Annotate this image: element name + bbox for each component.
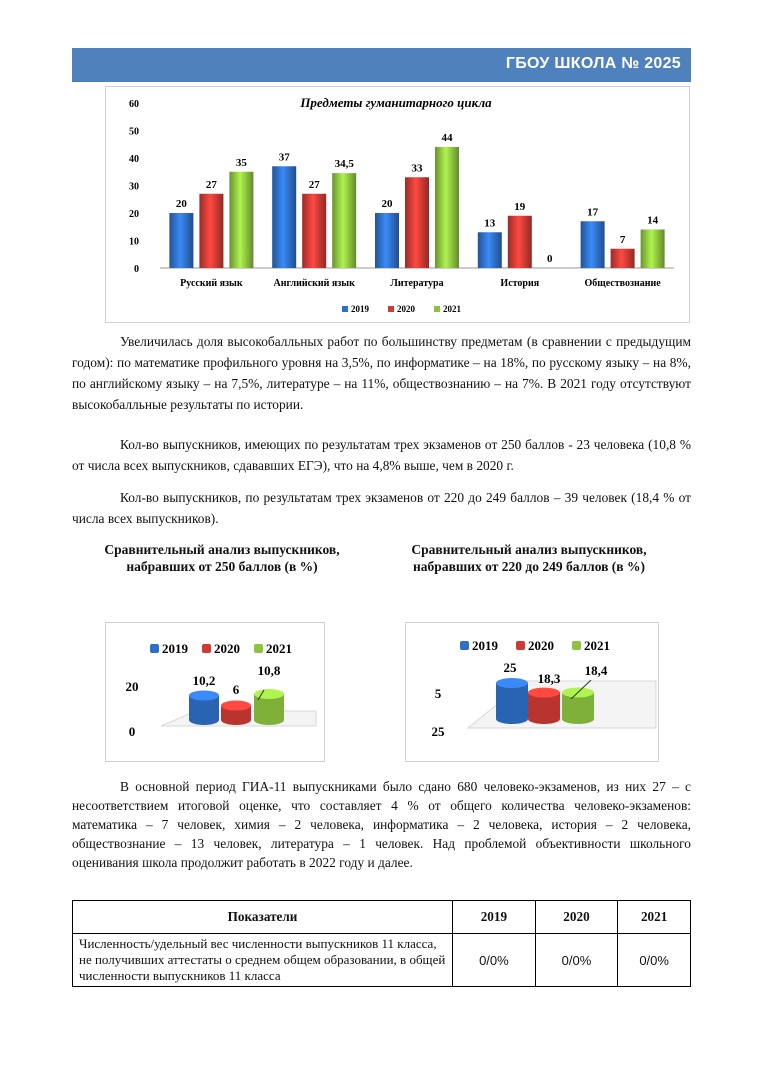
bar-value-label: 35 [235, 156, 247, 169]
table-cell-2019: 0/0% [453, 934, 536, 987]
paragraph-220-249-points-text: Кол-во выпускников, по результатам трех экзаменов от 220 до 249 баллов – 39 человек (18,4 % от числа всех выпускников). [72, 490, 691, 526]
paragraph-high-scores [72, 331, 691, 415]
bar-2020 [302, 194, 326, 268]
legend-swatch-2021 [254, 644, 263, 653]
paragraph-gia [72, 777, 691, 872]
cylinder-body-2019 [496, 683, 528, 724]
bar-value-label: 34,5 [334, 158, 354, 171]
legend-swatch-2020 [202, 644, 211, 653]
bar-value-label: 6 [232, 682, 240, 697]
bar-value-label: 20 [381, 198, 393, 210]
legend-label-2019: 2019 [472, 638, 498, 653]
y-tick-label: 20 [129, 209, 139, 220]
bar-2020 [199, 194, 223, 268]
bar-2019 [581, 221, 605, 268]
y-tick-label: 10 [129, 236, 139, 248]
school-title: ГБОУ ШКОЛА № 2025 [505, 55, 681, 72]
bar-2020 [405, 177, 429, 268]
category-label: Литература [390, 278, 444, 289]
table-header-2019: 2019 [453, 901, 536, 934]
page-header [72, 48, 691, 82]
y-tick-label: 60 [129, 99, 139, 110]
bar-value-label: 10,8 [257, 663, 281, 678]
bar-value-label: 18,3 [537, 671, 561, 686]
cylinder-top-2019 [189, 690, 219, 700]
paragraph-250-points [72, 434, 691, 476]
chart-220-249-svg [406, 623, 658, 761]
bar-2019 [272, 166, 296, 268]
humanities-chart [105, 86, 690, 323]
bar-value-label: 44 [441, 132, 453, 144]
legend-label-2019: 2019 [351, 304, 369, 314]
category-label: История [500, 278, 540, 289]
chart-220-249-box [405, 622, 659, 762]
y-tick-label: 5 [434, 686, 442, 701]
bar-value-label: 13 [484, 217, 496, 230]
table-header-2021: 2021 [618, 901, 691, 934]
category-label: Английский язык [273, 278, 355, 289]
bar-value-label: 27 [308, 178, 320, 191]
legend-label-2020: 2020 [528, 638, 554, 653]
bar-value-label: 14 [647, 214, 659, 227]
legend-label-2021: 2021 [584, 638, 610, 653]
table-row [73, 934, 691, 987]
table-header-row [73, 901, 691, 934]
legend-swatch-2019 [342, 306, 348, 312]
y-tick-label: 20 [125, 679, 139, 694]
y-tick-label: 0 [128, 724, 136, 739]
y-tick-label: 40 [129, 154, 139, 165]
paragraph-220-249-points [72, 487, 691, 529]
bar-value-label: 33 [411, 162, 423, 175]
legend-swatch-2021 [572, 641, 581, 650]
paragraph-gia-text: В основной период ГИА-11 выпускниками было сдано 680 человеко-экзаменов, из них 27 – с несоответствием итоговой оценке, что составляет 4 % от общего количества человеко-экзаменов: математика – 7 человек, химия – 2 человека, информатика – 2 человека, история – 2 человека, обществознание – 13 человек, литература – 1 человек. Над проблемой объективности школьного оценивания школа продолжит работать в 2022 году и далее. [72, 779, 691, 870]
table-header-2020: 2020 [535, 901, 618, 934]
y-tick-label: 25 [431, 724, 445, 739]
bar-2019 [169, 213, 193, 268]
table-header-indicators: Показатели [73, 901, 453, 934]
paragraph-250-points-text: Кол-во выпускников, имеющих по результатам трех экзаменов от 250 баллов - 23 человека (10,8 % от числа всех выпускников, сдававших ЕГЭ), что на 4,8% выше, чем в 2020 г. [72, 437, 691, 473]
chart-title: Предметы гуманитарного цикла [300, 95, 492, 110]
cylinder-top-2020 [528, 688, 560, 698]
indicators-table [72, 900, 691, 987]
bar-value-label: 27 [205, 178, 217, 191]
legend-label-2021: 2021 [443, 304, 461, 314]
legend-label-2021: 2021 [266, 641, 292, 656]
table-cell-2021: 0/0% [618, 934, 691, 987]
bar-value-label: 10,2 [192, 673, 216, 688]
bar-value-label: 20 [175, 198, 187, 210]
legend-swatch-2019 [150, 644, 159, 653]
table-cell-indicator: Численность/удельный вес численности выпускников 11 класса, не получивших аттестаты о среднем общем образовании, в общей численности выпускников 11 класса [73, 934, 453, 987]
cylinder-top-2019 [496, 678, 528, 688]
bar-2021 [332, 173, 356, 268]
legend-label-2020: 2020 [214, 641, 240, 656]
bar-value-label: 17 [587, 206, 599, 219]
paragraph-high-scores-text: Увеличилась доля высокобалльных работ по большинству предметам (в сравнении с предыдущим годом): по математике профильного уровня на 3,5%, по информатике – на 18%, по русскому языку – на 8%, по английскому языку – на 7,5%, литературе – на 11%, обществознанию – на 7%. В 2021 году отсутствуют высокобалльные результаты по истории. [72, 334, 691, 412]
bar-2020 [611, 249, 635, 268]
caption-220-249: Сравнительный анализ выпускников, набравших от 220 до 249 баллов (в %) [411, 542, 647, 574]
legend-swatch-2021 [434, 306, 440, 312]
legend-swatch-2019 [460, 641, 469, 650]
humanities-chart-svg [106, 87, 689, 322]
chart-250-svg [106, 623, 324, 761]
bar-value-label: 7 [619, 233, 626, 246]
bar-2021 [641, 230, 665, 269]
bar-2020 [508, 216, 532, 268]
legend-swatch-2020 [388, 306, 394, 312]
cylinder-top-2021 [254, 689, 284, 699]
bar-value-label: 19 [514, 200, 526, 213]
y-tick-label: 30 [129, 181, 139, 193]
table-cell-2020: 0/0% [535, 934, 618, 987]
bar-2019 [375, 213, 399, 268]
legend-swatch-2020 [516, 641, 525, 650]
bar-value-label: 37 [278, 151, 290, 164]
bar-2019 [478, 232, 502, 268]
bar-2021 [229, 172, 253, 268]
bar-2021 [435, 147, 459, 268]
category-label: Русский язык [180, 278, 243, 289]
bar-value-label: 18,4 [584, 663, 608, 678]
legend-label-2019: 2019 [162, 641, 188, 656]
bar-value-label: 25 [503, 660, 517, 675]
cylinder-top-2020 [221, 701, 251, 711]
y-tick-label: 0 [134, 264, 139, 275]
chart-250-box [105, 622, 325, 762]
bar-value-label: 0 [547, 253, 553, 265]
legend-label-2020: 2020 [397, 304, 415, 314]
y-tick-label: 50 [129, 126, 139, 138]
caption-250: Сравнительный анализ выпускников, набравших от 250 баллов (в %) [104, 542, 340, 574]
category-label: Обществознание [584, 278, 661, 289]
